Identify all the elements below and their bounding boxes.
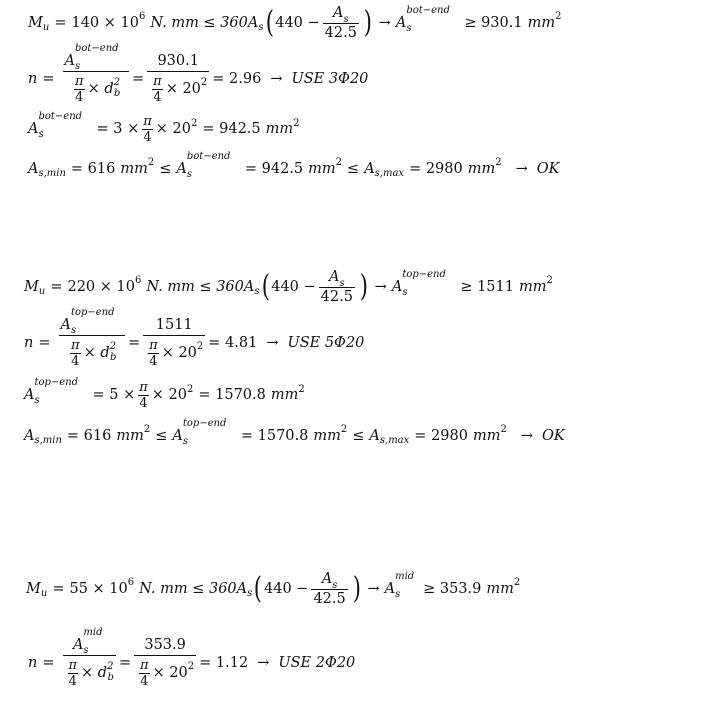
result-symbol: A (384, 580, 396, 597)
as-min-sub: s,min (34, 435, 62, 447)
d-sub: b (107, 672, 114, 683)
moment-equation-3: M u = 55 × 10 6 N. mm ≤ 360 A s ( 440 − $\frac{A_s}{42.5}$ ) → A mid s ≥ 353.9 mm 2 (26, 570, 521, 607)
unit: mm (472, 428, 501, 444)
result-subscript: s (402, 286, 408, 298)
pi-over-four (68, 658, 79, 689)
n-numerator-sub: s (70, 325, 77, 336)
pi: π (153, 73, 162, 89)
area-multiplier: = 5 × (92, 387, 136, 404)
arrow: → (374, 278, 387, 295)
leq-2: ≤ (352, 428, 365, 444)
result-superscript: bot−end (406, 4, 450, 16)
unit-exp: 2 (500, 424, 507, 436)
moment-subscript: u (40, 588, 48, 599)
as-provided-sub: s (186, 169, 193, 180)
equals: = (38, 335, 51, 351)
four: 4 (71, 353, 80, 369)
paren-right: ) (352, 571, 361, 606)
pi: π (139, 380, 148, 395)
moment-value: 140 × 10 (71, 14, 139, 31)
fraction-numerator: A (321, 571, 333, 587)
area-equation-2 (24, 377, 305, 411)
fraction-numerator-sub: s (343, 14, 349, 25)
as-provided-sup: bot−end (186, 151, 231, 162)
d-exp: 2 (109, 341, 117, 352)
moment-equation-2: M u = 220 × 10 6 N. mm ≤ 360 A s ( 440 − $\frac{A_s}{42.5}$ ) → A top−end s ≥ 1511 mm 2 (24, 268, 553, 305)
check-equation-2 (24, 418, 565, 447)
n-numerator-value: 353.9 (144, 637, 186, 653)
n-numerator-sup: bot−end (74, 43, 119, 54)
unit: mm (313, 428, 341, 444)
result-superscript: top−end (402, 268, 446, 280)
four: 4 (143, 130, 152, 145)
times-d: × d (83, 344, 110, 361)
pi-over-four (138, 380, 149, 411)
unit-exp: 2 (143, 424, 151, 436)
as-symbol: A (243, 278, 255, 295)
n-symbol: n (28, 655, 38, 671)
times-20: × 20 (155, 121, 191, 138)
unit-exp: 2 (147, 157, 155, 169)
equals: = (42, 655, 55, 671)
four: 4 (153, 89, 162, 105)
unit: mm (116, 428, 144, 444)
inner-term: 440 − (264, 580, 309, 597)
as-provided-value: = 942.5 (244, 161, 304, 177)
fraction-denominator: 42.5 (320, 288, 353, 305)
pi-over-four-2 (139, 658, 150, 689)
arrow: → (270, 71, 283, 87)
moment-exponent: 6 (127, 577, 135, 588)
inner-term: 440 − (271, 278, 316, 295)
n-result: = 2.96 (212, 71, 262, 87)
n-numerator-symbol: A (60, 317, 71, 333)
n-fraction (63, 43, 129, 105)
pi: π (75, 73, 84, 89)
exp-2: 2 (196, 341, 204, 352)
exp-2: 2 (200, 77, 208, 88)
pi-over-four (74, 74, 85, 105)
n-result: = 4.81 (208, 335, 258, 351)
result-superscript: mid (395, 570, 415, 582)
arrow: → (520, 428, 533, 444)
exp-2: 2 (191, 117, 198, 129)
arrow: → (266, 335, 279, 351)
unit: mm (120, 161, 148, 177)
pi: π (149, 337, 158, 353)
bar-count-equation-2 (24, 307, 365, 369)
n-fraction (63, 627, 116, 689)
as-subscript: s (247, 588, 253, 599)
paren-left: ( (265, 5, 274, 40)
result-symbol: A (391, 278, 403, 295)
equals: = (42, 71, 55, 87)
as-max-sub: s,max (379, 435, 410, 447)
as-provided-sub: s (182, 436, 189, 447)
n-value-fraction (134, 638, 196, 689)
d-exp: 2 (113, 77, 121, 88)
unit: mm (308, 161, 336, 177)
unit-exp: 2 (495, 157, 502, 169)
arrow: → (257, 655, 270, 671)
as-fraction (319, 270, 355, 304)
as-subscript: s (254, 286, 260, 297)
use-bars: USE 3Φ20 (291, 71, 369, 87)
as-max-symbol: A (369, 428, 380, 444)
moment-value: 220 × 10 (67, 278, 135, 295)
four: 4 (140, 673, 149, 689)
n-symbol: n (28, 71, 38, 87)
n-symbol: n (24, 335, 34, 351)
times-20: × 20 (161, 344, 197, 361)
pi: π (143, 114, 152, 129)
times-d: × d (87, 80, 114, 97)
result-unit-exp: 2 (513, 577, 521, 588)
as-max-symbol: A (364, 161, 375, 177)
moment-unit: N. mm ≤ 360 (146, 278, 244, 295)
n-numerator-sub: s (83, 645, 89, 656)
equals-2: = (118, 655, 132, 671)
fraction-numerator-sub: s (332, 580, 338, 591)
as-min-value: = 616 (66, 428, 112, 444)
paren-right: ) (363, 5, 372, 40)
n-value-fraction (147, 54, 209, 105)
exp-2: 2 (187, 383, 194, 395)
fraction-denominator: 42.5 (313, 590, 346, 607)
as-fraction (323, 6, 359, 40)
result-subscript: s (406, 22, 412, 34)
area-symbol: A (24, 387, 35, 404)
as-max-sub: s,max (374, 168, 405, 180)
as-provided-sup: top−end (182, 418, 227, 429)
four: 4 (139, 396, 148, 411)
pi-over-four (142, 114, 153, 145)
result-unit-exp: 2 (546, 275, 553, 286)
area-equation-1 (28, 111, 300, 145)
result-unit: mm (486, 580, 514, 597)
as-subscript: s (258, 22, 264, 33)
unit: mm (467, 161, 496, 177)
as-min-symbol: A (28, 161, 39, 177)
pi-over-four-2 (152, 74, 163, 105)
n-numerator-sup: mid (83, 627, 103, 638)
paren-left: ( (261, 269, 270, 304)
d-exp: 2 (107, 661, 114, 672)
d-sub: b (114, 88, 121, 99)
as-provided-value: = 1570.8 (240, 428, 309, 444)
moment-unit: N. mm ≤ 360 (139, 580, 237, 597)
unit-exp: 2 (335, 157, 343, 169)
as-max-value: = 2980 (414, 428, 468, 444)
equals-2: = (127, 335, 141, 351)
result-unit: mm (527, 14, 556, 31)
moment-exponent: 6 (138, 11, 146, 22)
area-sub: s (38, 129, 44, 141)
area-unit-exp: 2 (293, 117, 300, 129)
as-provided-symbol: A (172, 428, 183, 444)
use-bars: USE 2Φ20 (278, 655, 356, 671)
as-max-value: = 2980 (409, 161, 463, 177)
times-20: × 20 (152, 664, 188, 681)
area-symbol: A (28, 121, 39, 138)
leq-1: ≤ (155, 428, 168, 444)
moment-symbol: M (28, 14, 43, 31)
n-numerator-value: 930.1 (157, 53, 199, 69)
as-fraction (311, 572, 347, 606)
ok-label: OK (536, 161, 560, 177)
n-fraction (59, 307, 125, 369)
as-min-value: = 616 (70, 161, 116, 177)
bar-count-equation-3 (28, 627, 356, 689)
bar-count-equation-1 (28, 43, 369, 105)
n-numerator-symbol: A (64, 53, 75, 69)
fraction-numerator-sub: s (339, 278, 345, 289)
as-symbol: A (247, 14, 259, 31)
leq-2: ≤ (347, 161, 360, 177)
ok-label: OK (542, 428, 565, 444)
n-numerator-sub: s (74, 61, 81, 72)
area-unit: mm (265, 121, 294, 138)
area-multiplier: = 3 × (96, 121, 140, 138)
area-unit-exp: 2 (298, 383, 305, 395)
moment-subscript: u (42, 22, 50, 33)
four: 4 (68, 673, 77, 689)
pi: π (140, 657, 149, 673)
pi: π (68, 657, 78, 673)
as-min-symbol: A (24, 428, 35, 444)
fraction-denominator: 42.5 (324, 24, 357, 41)
moment-subscript: u (38, 286, 46, 297)
result-value: ≥ 930.1 (464, 14, 523, 31)
result-subscript: s (395, 588, 401, 600)
area-sub: s (34, 395, 40, 407)
four: 4 (149, 353, 158, 369)
times-20: × 20 (165, 80, 201, 97)
equals-2: = (131, 71, 145, 87)
n-numerator-sup: top−end (70, 307, 115, 318)
fraction-numerator: A (332, 5, 344, 21)
moment-symbol: M (24, 278, 39, 295)
exp-2: 2 (187, 661, 195, 672)
n-value-fraction (143, 318, 205, 369)
result-value: ≥ 353.9 (423, 580, 482, 597)
result-unit-exp: 2 (555, 11, 562, 22)
moment-exponent: 6 (134, 275, 142, 286)
paren-left: ( (254, 571, 263, 606)
result-value: ≥ 1511 (460, 278, 514, 295)
inner-term: 440 − (275, 14, 320, 31)
pi-over-four-2 (148, 338, 159, 369)
paren-right: ) (359, 269, 368, 304)
times-20: × 20 (151, 387, 187, 404)
as-min-sub: s,min (38, 168, 66, 180)
moment-unit: N. mm ≤ 360 (150, 14, 248, 31)
d-sub: b (110, 352, 117, 363)
arrow: → (378, 14, 391, 31)
pi: π (71, 337, 80, 353)
area-sup: bot−end (38, 111, 83, 123)
arrow: → (367, 580, 380, 597)
area-result: = 942.5 (202, 121, 261, 138)
leq-1: ≤ (159, 161, 172, 177)
area-unit: mm (270, 387, 299, 404)
n-numerator-value: 1511 (155, 317, 193, 333)
moment-value: 55 × 10 (69, 580, 128, 597)
unit-exp: 2 (340, 424, 348, 436)
four: 4 (75, 89, 84, 105)
n-numerator-symbol: A (72, 637, 84, 653)
area-sup: top−end (34, 377, 79, 389)
arrow: → (515, 161, 528, 177)
use-bars: USE 5Φ20 (287, 335, 365, 351)
moment-symbol: M (26, 580, 41, 597)
as-provided-symbol: A (176, 161, 187, 177)
fraction-numerator: A (328, 269, 340, 285)
times-d: × d (81, 664, 108, 681)
result-unit: mm (518, 278, 547, 295)
check-equation-1 (28, 151, 560, 180)
pi-over-four (70, 338, 81, 369)
area-result: = 1570.8 (198, 387, 266, 404)
result-symbol: A (395, 14, 407, 31)
as-symbol: A (236, 580, 248, 597)
n-result: = 1.12 (199, 655, 249, 671)
moment-equation-1: M u = 140 × 10 6 N. mm ≤ 360 A s ( 440 − $\frac{A_s}{42.5}$ ) → A bot−end s ≥ 930.1 mm 2 (28, 4, 562, 41)
